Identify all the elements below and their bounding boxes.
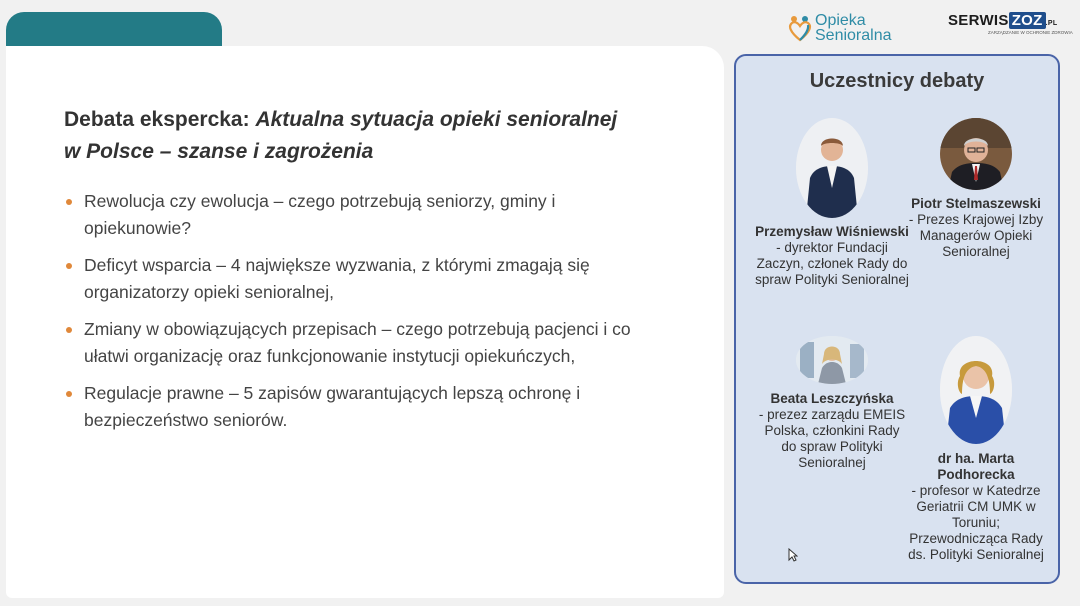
participant-role: - profesor w Katedrze Geriatrii CM UMK w Toruniu; Przewodnicząca Rady ds. Polityki Senioralnej (908, 483, 1044, 562)
agenda-item: Deficyt wsparcia – 4 największe wyzwania, z którymi zmagają się organizatorzy opieki senioralnej, (66, 252, 666, 306)
participant-role: - Prezes Krajowej Izby Managerów Opieki Senioralnej (908, 212, 1044, 259)
participant-name: Beata Leszczyńska (770, 391, 894, 406)
slide-title (64, 104, 624, 168)
opieka-senioralna-logo (788, 12, 892, 44)
participant-role: - dyrektor Fundacji Zaczyn, członek Rady do spraw Polityki Senioralnej (755, 240, 909, 287)
participant-marta (906, 451, 1046, 563)
agenda-item: Regulacje prawne – 5 zapisów gwarantujących lepszą ochronę i bezpieczeństwo seniorów. (66, 380, 666, 434)
pl-text: .PL (1045, 20, 1058, 27)
avatar-przemyslaw (796, 118, 868, 218)
participant-role: - prezez zarządu EMEIS Polska, członkini Rady do spraw Polityki Senioralnej (758, 407, 906, 470)
title-regular: Debata ekspercka: (64, 108, 256, 131)
participant-name: dr ha. Marta Podhorecka (937, 451, 1015, 482)
avatar-piotr (940, 118, 1012, 190)
avatar-marta (940, 336, 1012, 444)
mouse-cursor-icon (788, 548, 798, 567)
heart-people-icon (788, 14, 812, 42)
serwis-subtitle: ZARZĄDZANIE W OCHRONIE ZDROWIA (988, 30, 1073, 35)
serwiszoz-logo (948, 12, 1073, 35)
participant-name: Przemysław Wiśniewski (755, 224, 909, 239)
panel-title: Uczestnicy debaty (809, 70, 985, 92)
title-italic: Aktualna sytuacja opieki senioralnej w Polsce – szanse i zagrożenia (64, 108, 618, 163)
agenda-item: Rewolucja czy ewolucja – czego potrzebują seniorzy, gminy i opiekunowie? (66, 188, 666, 242)
participant-przemyslaw (752, 224, 912, 288)
opieka-logo-text (815, 13, 892, 43)
agenda-list (66, 188, 666, 444)
participant-name: Piotr Stelmaszewski (911, 196, 1041, 211)
participant-beata (758, 391, 906, 471)
opieka-logo-line2: Senioralna (815, 27, 892, 44)
zoz-text: ZOZ (1009, 12, 1046, 29)
serwis-text: SERWIS (948, 12, 1009, 29)
agenda-item: Zmiany w obowiązujących przepisach – czego potrzebują pacjenci i co ułatwi organizację oraz funkcjonowanie instytucji opiekuńczych, (66, 316, 666, 370)
opieka-logo-line1: Opieka (815, 12, 866, 29)
avatar-beata (796, 336, 868, 384)
participant-piotr (906, 196, 1046, 260)
